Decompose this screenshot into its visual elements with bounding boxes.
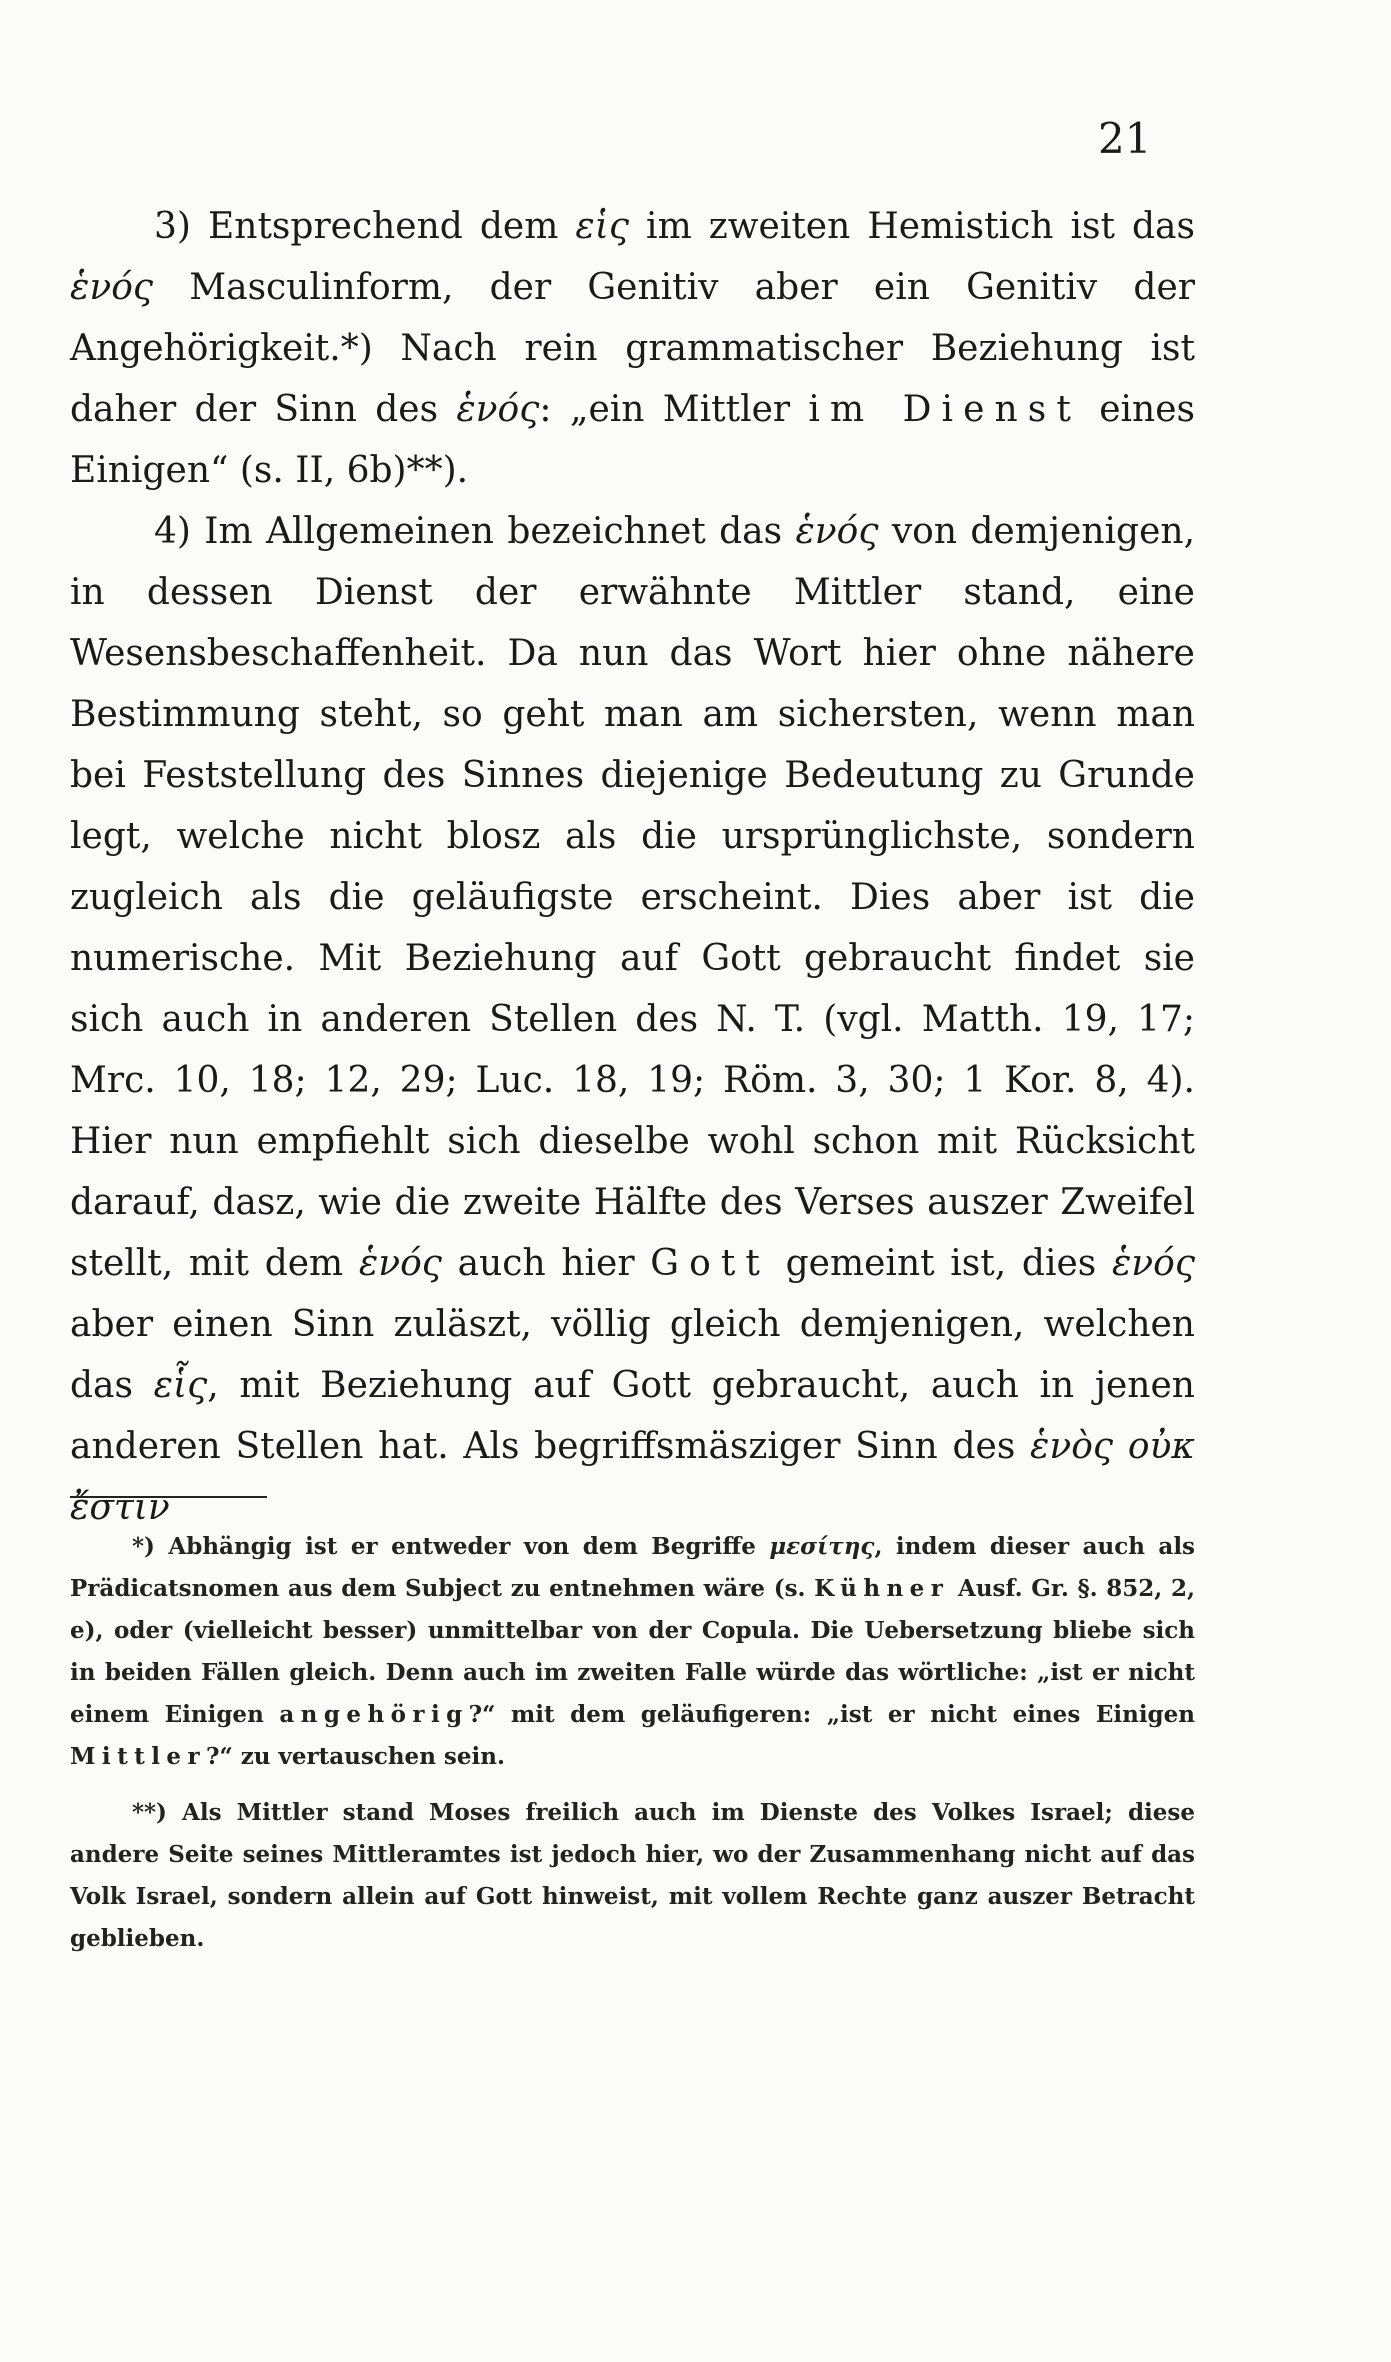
- text-run: ?“ mit dem geläufigeren: „ist er nicht eines Einigen: [468, 1701, 1195, 1728]
- text-run: im zweiten Hemistich ist das: [629, 206, 1195, 247]
- footnote-2: [70, 1792, 1195, 1960]
- greek-word: ἑνός: [795, 511, 879, 552]
- text-run: von demjenigen, in dessen Dienst der erwähnte Mittler stand, eine Wesensbeschaffenheit. Da nun das Wort hier ohne nähere Bestimmung steht, so geht man am sichersten, wenn man bei Feststellung des Sinnes diejenige Bedeutung zu Grunde legt, welche nicht blosz als die ursprünglichste, sondern zugleich als die geläufigste erscheint. Dies aber ist die numerische. Mit Beziehung auf Gott gebraucht findet sie sich auch in anderen Stellen des N. T. (vgl. Matth. 19, 17; Mrc. 10, 18; 12, 29; Luc. 18, 19; Röm. 3, 30; 1 Kor. 8, 4). Hier nun empfiehlt sich dieselbe wohl schon mit Rücksicht darauf, dasz, wie die zweite Hälfte des Verses auszer Zweifel stellt, mit dem: [70, 511, 1196, 1284]
- text-run: 4) Im Allgemeinen bezeichnet das: [154, 511, 796, 552]
- text-run: aber einen Sinn zuläszt, völlig gleich demjenigen, welchen das: [70, 1304, 1195, 1406]
- text-run: 3) Entsprechend dem: [154, 206, 576, 247]
- text-run: Masculinform, der Genitiv aber ein Genitiv der Angehörigkeit.*) Nach rein grammatischer Beziehung ist daher der Sinn des: [70, 267, 1195, 430]
- text-run: gemeint ist, dies: [769, 1243, 1112, 1284]
- greek-word: ἑνός: [358, 1243, 442, 1284]
- text-run: : „ein Mittler: [539, 389, 809, 430]
- page-number: 21: [1098, 114, 1152, 163]
- greek-phrase: ἑνὸς οὐκ ἔστιν: [70, 1426, 1195, 1528]
- spaced-emphasis: Kühner: [814, 1575, 950, 1602]
- text-run: , indem dieser auch als Prädicatsnomen aus dem Subject zu entnehmen wäre (s.: [70, 1533, 1196, 1602]
- footnotes: [70, 1526, 1195, 1960]
- greek-word: ἑνός: [1111, 1243, 1195, 1284]
- footnote-1: [70, 1526, 1195, 1778]
- spaced-emphasis: angehörig: [279, 1701, 469, 1728]
- text-run: *) Abhängig ist er entweder von dem Begriffe: [132, 1533, 770, 1560]
- text-run: auch hier: [441, 1243, 651, 1284]
- paragraph-4: [70, 501, 1195, 1538]
- paragraph-3: [70, 196, 1195, 501]
- main-text: [70, 196, 1195, 1538]
- greek-word: μεσίτης: [769, 1533, 875, 1560]
- greek-word: εἱς: [575, 206, 630, 247]
- footnote-rule: [70, 1496, 267, 1498]
- spaced-emphasis: im Dienst: [808, 389, 1081, 430]
- greek-word: ἑνός: [456, 389, 540, 430]
- spaced-emphasis: Gott: [650, 1243, 770, 1284]
- spaced-emphasis: Mittler: [70, 1743, 207, 1770]
- greek-word: ἑνός: [70, 267, 154, 308]
- text-run: eines Einigen“ (s. II, 6b)**).: [70, 389, 1195, 491]
- text-run: **) Als Mittler stand Moses freilich auch im Dienste des Volkes Israel; diese andere Seite seines Mittleramtes ist jedoch hier, wo der Zusammenhang nicht auf das Volk Israel, sondern allein auf Gott hinweist, mit vollem Rechte ganz auszer Betracht geblieben.: [70, 1799, 1195, 1952]
- text-run: , mit Beziehung auf Gott gebraucht, auch in jenen anderen Stellen hat. Als begriffsmäsziger Sinn des: [70, 1365, 1195, 1467]
- text-run: ?“ zu vertauschen sein.: [206, 1743, 505, 1770]
- text-run: Ausf. Gr. §. 852, 2, e), oder (vielleicht besser) unmittelbar von der Copula. Die Uebersetzung bliebe sich in beiden Fällen gleich. Denn auch im zweiten Falle würde das wörtliche: „ist er nicht einem Einigen: [70, 1575, 1196, 1728]
- greek-word: εἷς: [153, 1365, 208, 1406]
